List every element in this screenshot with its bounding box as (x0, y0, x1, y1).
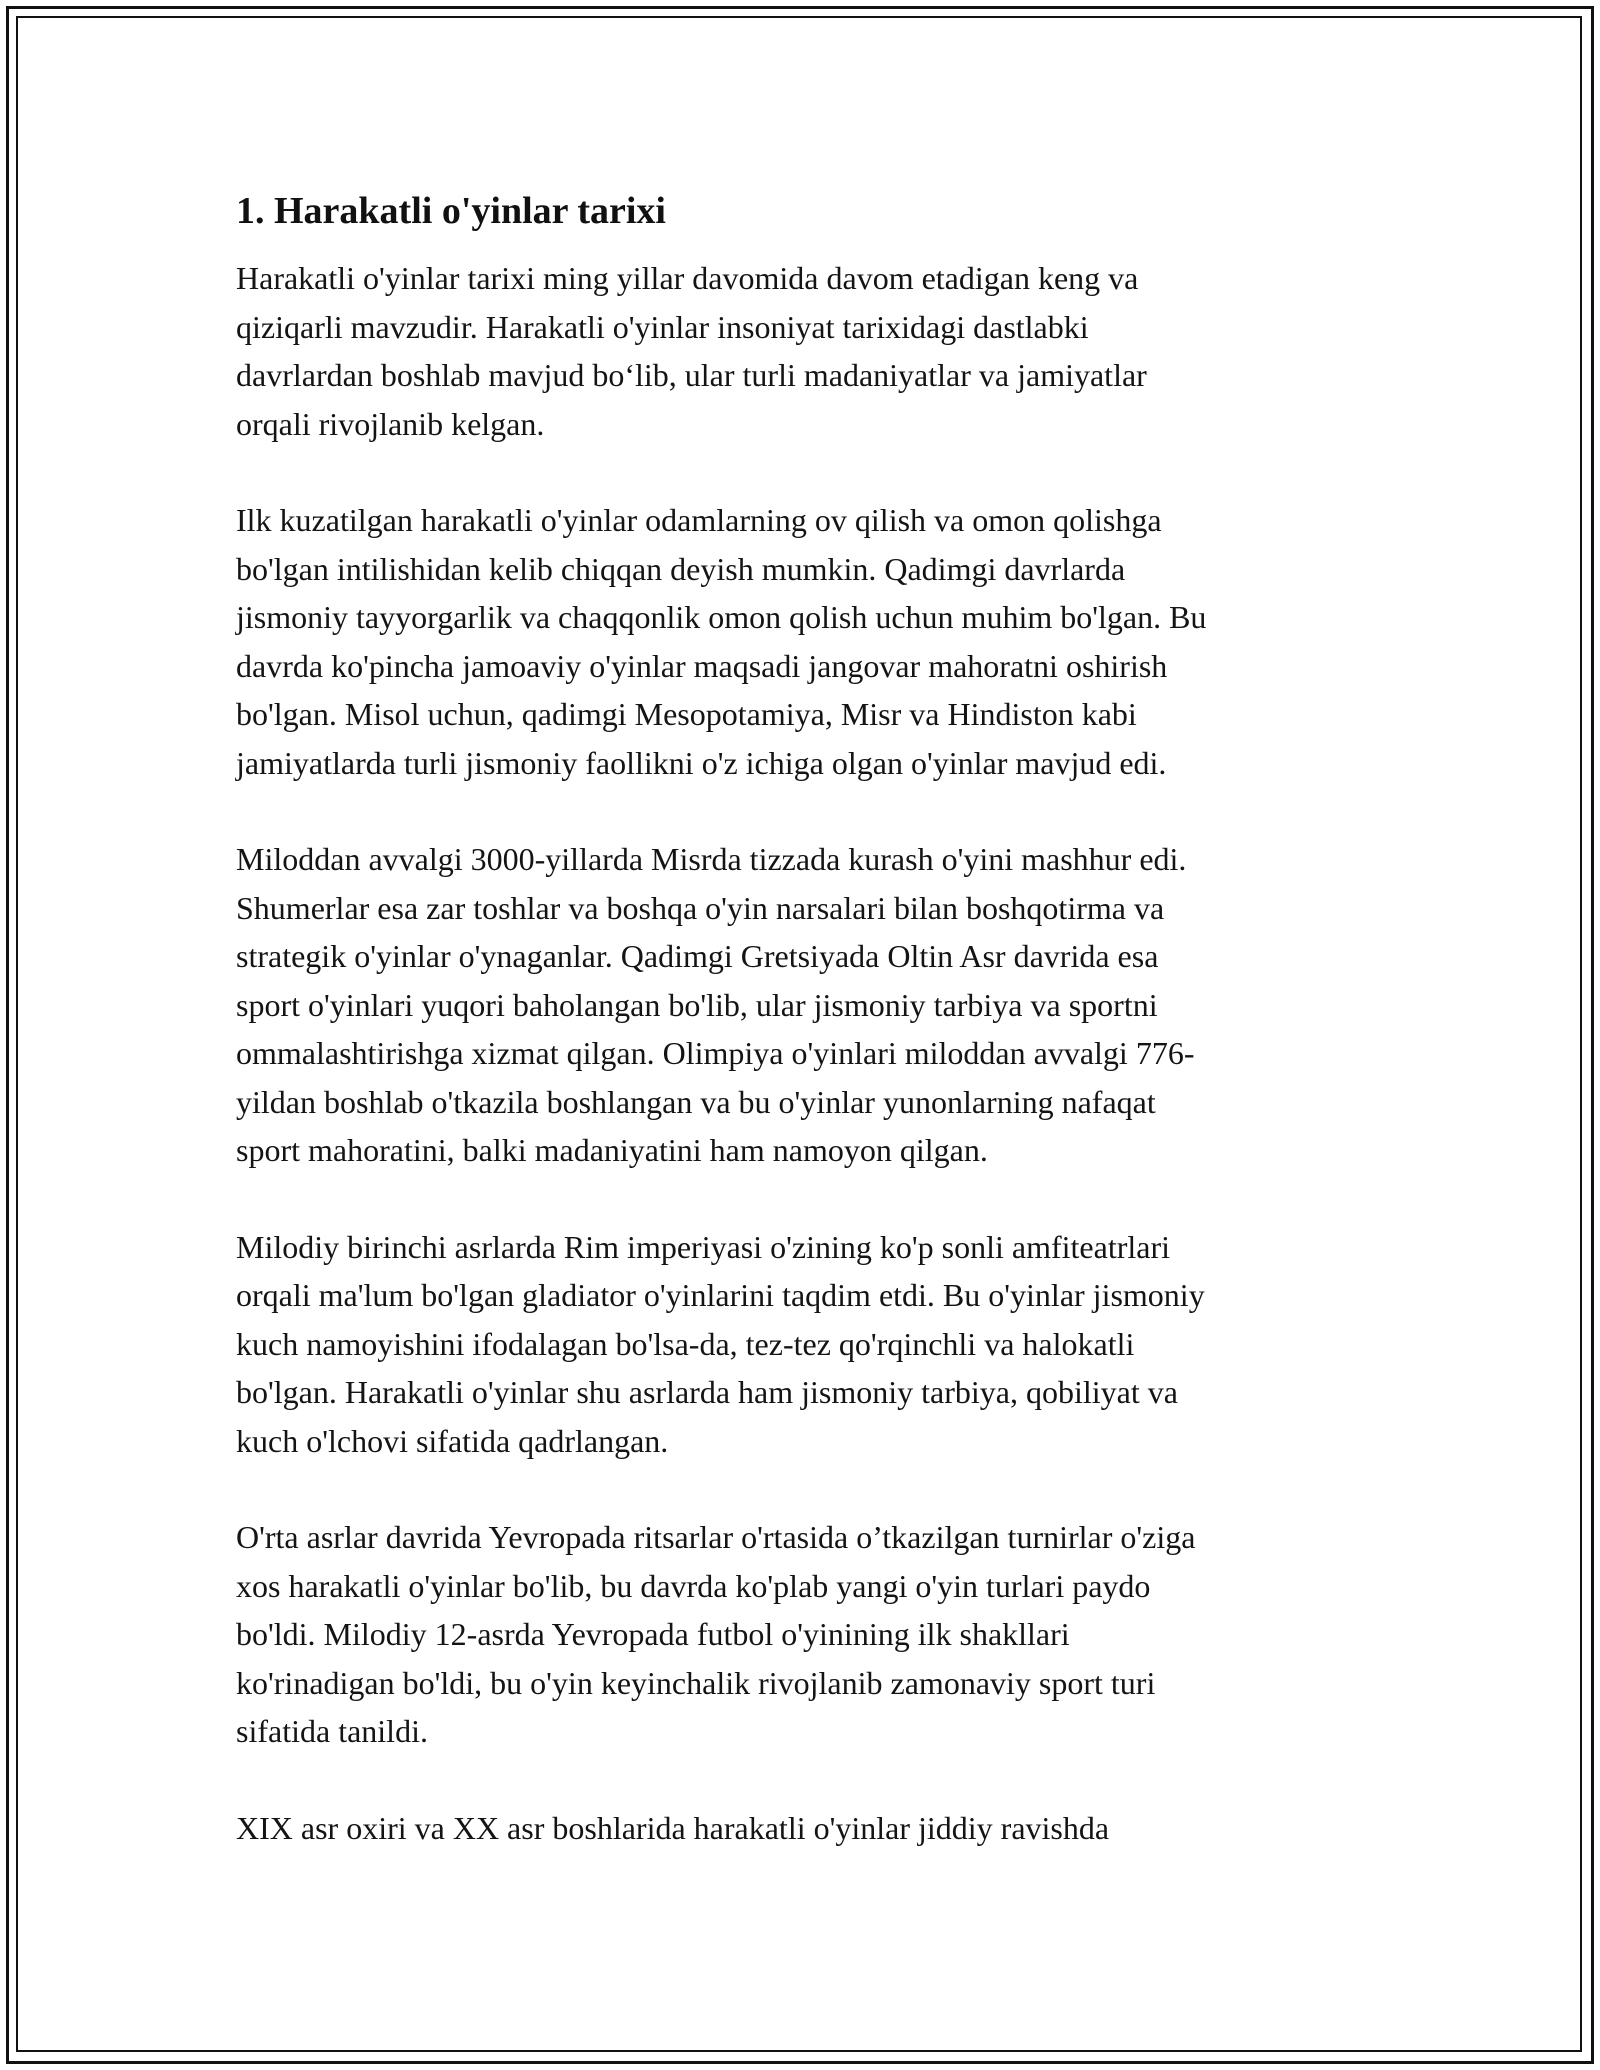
text-line: bo'ldi. Milodiy 12-asrda Yevropada futbol o'yinining ilk shakllari (236, 1616, 1070, 1652)
text-line: orqali rivojlanib kelgan. (236, 405, 545, 442)
text-line: strategik o'yinlar o'ynaganlar. Qadimgi Gretsiyada Oltin Asr davrida esa (236, 938, 1159, 974)
text-line: Shumerlar esa zar toshlar va boshqa o'yin narsalari bilan boshqotirma va (236, 889, 1165, 926)
paragraph-intro (236, 254, 1366, 448)
text-line: bo'lgan. Harakatli o'yinlar shu asrlarda ham jismoniy tarbiya, qobiliyat va (236, 1374, 1178, 1410)
text-line: kuch namoyishini ifodalagan bo'lsa-da, tez-tez qo'rqinchli va halokatli (236, 1325, 1135, 1362)
text-line: Miloddan avvalgi 3000-yillarda Misrda tizzada kurash o'yini mashhur edi. (236, 841, 1187, 877)
text-line: qiziqarli mavzudir. Harakatli o'yinlar insoniyat tarixidagi dastlabki (236, 308, 1089, 345)
text-line: ommalashtirishga xizmat qilgan. Olimpiya o'yinlari miloddan avvalgi 776- (236, 1035, 1195, 1071)
text-line: O'rta asrlar davrida Yevropada ritsarlar o'rtasida o’tkazilgan turnirlar o'ziga (236, 1519, 1196, 1555)
text-line: Milodiy birinchi asrlarda Rim imperiyasi o'zining ko'p sonli amfiteatrlari (236, 1228, 1170, 1265)
text-line: XIX asr oxiri va XX asr boshlarida harakatli o'yinlar jiddiy ravishda (236, 1809, 1110, 1846)
text-line: xos harakatli o'yinlar bo'lib, bu davrda ko'plab yangi o'yin turlari paydo (236, 1567, 1151, 1604)
text-line: Harakatli o'yinlar tarixi ming yillar davomida davom etadigan keng va (236, 260, 1139, 296)
paragraph-middle-ages (236, 1513, 1366, 1756)
text-line: kuch o'lchovi sifatida qadrlangan. (236, 1422, 669, 1459)
section-heading: 1. Harakatli o'yinlar tarixi (236, 190, 666, 232)
text-line: bo'lgan intilishidan kelib chiqqan deyish mumkin. Qadimgi davrlarda (236, 550, 1126, 587)
text-line: sport mahoratini, balki madaniyatini ham namoyon qilgan. (236, 1132, 988, 1168)
text-line: Ilk kuzatilgan harakatli o'yinlar odamlarning ov qilish va omon qolishga (236, 502, 1162, 538)
text-line: davrda ko'pincha jamoaviy o'yinlar maqsadi jangovar mahoratni oshirish (236, 647, 1168, 684)
paragraph-modern-era (236, 1804, 1366, 1853)
text-line: sifatida tanildi. (236, 1713, 428, 1749)
paragraph-rome (236, 1223, 1366, 1466)
text-line: orqali ma'lum bo'lgan gladiator o'yinlarini taqdim etdi. Bu o'yinlar jismoniy (236, 1277, 1205, 1313)
text-line: ko'rinadigan bo'ldi, bu o'yin keyinchalik rivojlanib zamonaviy sport turi (236, 1664, 1156, 1701)
text-line: yildan boshlab o'tkazila boshlangan va bu o'yinlar yunonlarning nafaqat (236, 1083, 1156, 1120)
text-line: sport o'yinlari yuqori baholangan bo'lib, ular jismoniy tarbiya va sportni (236, 986, 1158, 1023)
text-line: jamiyatlarda turli jismoniy faollikni o'z ichiga olgan o'yinlar mavjud edi. (236, 744, 1167, 781)
text-line: jismoniy tayyorgarlik va chaqqonlik omon qolish uchun muhim bo'lgan. Bu (236, 599, 1207, 635)
text-line: bo'lgan. Misol uchun, qadimgi Mesopotamiya, Misr va Hindiston kabi (236, 696, 1137, 732)
paragraph-ancient-games (236, 496, 1366, 787)
document-body (236, 186, 1366, 1852)
paragraph-egypt-greece (236, 835, 1366, 1175)
text-line: davrlardan boshlab mavjud bo‘lib, ular turli madaniyatlar va jamiyatlar (236, 357, 1147, 393)
